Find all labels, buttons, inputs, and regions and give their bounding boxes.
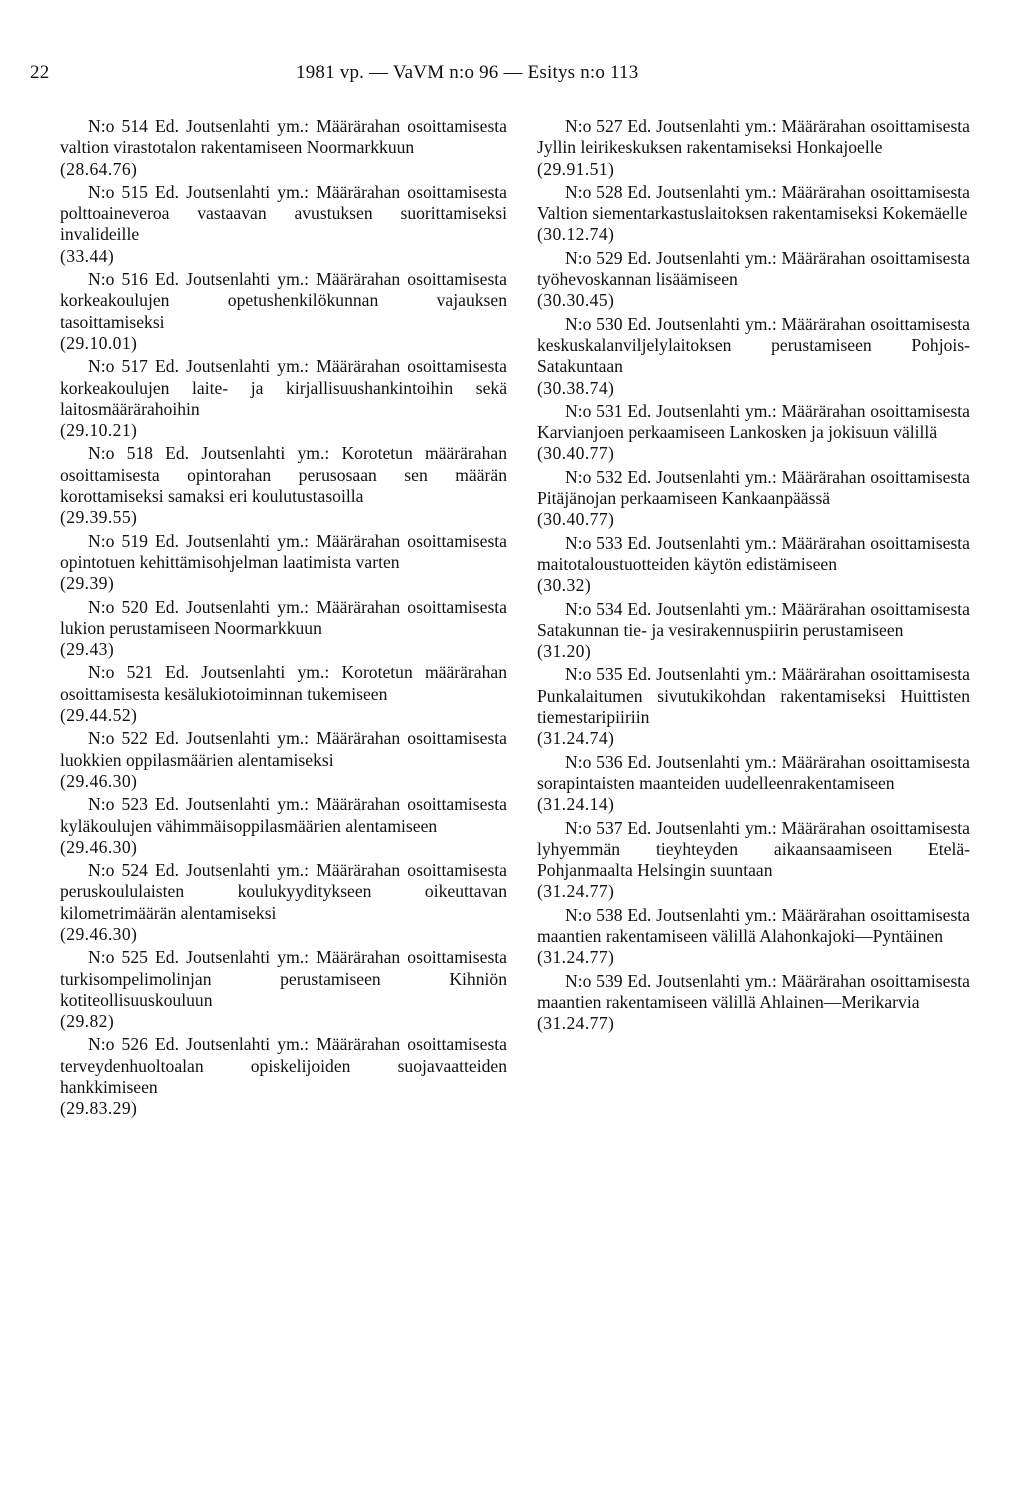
- motion-entry-519: [60, 531, 507, 595]
- motion-entry-535: [537, 664, 970, 749]
- motion-text: N:o 518 Ed. Joutsenlahti ym.: Korotetun määrärahan osoittamisesta opintorahan perusosaan sen määrän korottamiseksi samaksi eri koulutustasoilla: [60, 443, 507, 507]
- budget-code: (30.32): [537, 575, 592, 596]
- budget-code: (30.40.77): [537, 443, 615, 464]
- motion-text: N:o 538 Ed. Joutsenlahti ym.: Määrärahan osoittamisesta maantien rakentamiseen välillä Alahonkajoki—Pyntäinen: [537, 904, 970, 946]
- motion-entry-537: [537, 818, 970, 903]
- motion-text: N:o 528 Ed. Joutsenlahti ym.: Määrärahan osoittamisesta Valtion siementarkastuslaitoksen rakentamiseksi Kokemäelle: [537, 181, 970, 224]
- motion-entry-530: [537, 314, 970, 399]
- budget-code: (30.12.74): [537, 224, 615, 245]
- motion-text: N:o 530 Ed. Joutsenlahti ym.: Määrärahan osoittamisesta keskuskalanviljelylaitoksen perustamiseen Pohjois-Satakuntaan: [537, 313, 970, 377]
- motion-entry-522: [60, 728, 507, 792]
- motion-entry-539: [537, 971, 970, 1035]
- motion-text: N:o 520 Ed. Joutsenlahti ym.: Määrärahan osoittamisesta lukion perustamiseen Noormarkkuun: [60, 596, 507, 638]
- motion-text: N:o 525 Ed. Joutsenlahti ym.: Määrärahan osoittamisesta turkisompelimolinjan perustamiseen Kihniön kotiteollisuuskouluun: [60, 947, 507, 1010]
- page-number: 22: [30, 62, 50, 83]
- budget-code: (31.24.77): [537, 881, 615, 902]
- motion-entry-525: [60, 947, 507, 1032]
- motion-entry-536: [537, 752, 970, 816]
- motion-entry-533: [537, 533, 970, 597]
- motion-text: N:o 523 Ed. Joutsenlahti ym.: Määrärahan osoittamisesta kyläkoulujen vähimmäisoppilasmäärien alentamiseen: [60, 794, 507, 836]
- budget-code: (31.24.77): [537, 1013, 615, 1034]
- motion-text: N:o 517 Ed. Joutsenlahti ym.: Määrärahan osoittamisesta korkeakoulujen laite- ja kirjallisuushankintoihin sekä laitosmäärärahoihin: [60, 356, 507, 419]
- budget-code: (29.39): [60, 573, 115, 594]
- motion-text: N:o 521 Ed. Joutsenlahti ym.: Korotetun määrärahan osoittamisesta kesälukiotoiminnan tukemiseen: [60, 662, 507, 704]
- budget-code: (31.24.14): [537, 794, 615, 815]
- right-column: [537, 116, 970, 1036]
- motion-text: N:o 524 Ed. Joutsenlahti ym.: Määrärahan osoittamisesta peruskoululaisten koulukyyditykseen oikeuttavan kilometrimäärän alentamiseksi: [60, 860, 507, 923]
- motion-text: N:o 529 Ed. Joutsenlahti ym.: Määrärahan osoittamisesta työhevoskannan lisäämiseen: [537, 247, 970, 290]
- budget-code: (29.46.30): [60, 770, 138, 791]
- budget-code: (33.44): [60, 245, 115, 266]
- budget-code: (29.91.51): [537, 158, 615, 179]
- budget-code: (30.30.45): [537, 290, 615, 311]
- motion-text: N:o 516 Ed. Joutsenlahti ym.: Määrärahan osoittamisesta korkeakoulujen opetushenkilökunnan vajauksen tasoittamiseksi: [60, 269, 507, 332]
- motion-entry-523: [60, 794, 507, 858]
- budget-code: (31.20): [537, 641, 592, 662]
- budget-code: (29.46.30): [60, 923, 138, 944]
- budget-code: (31.24.77): [537, 947, 615, 968]
- running-head: 1981 vp. — VaVM n:o 96 — Esitys n:o 113: [296, 62, 639, 83]
- left-column: [60, 116, 507, 1122]
- budget-code: (29.10.21): [60, 420, 138, 441]
- motion-entry-526: [60, 1034, 507, 1119]
- motion-text: N:o 537 Ed. Joutsenlahti ym.: Määrärahan osoittamisesta lyhyemmän tieyhteyden aikaansaamiseen Etelä-Pohjanmaalta Helsingin suuntaan: [537, 817, 970, 881]
- motion-entry-532: [537, 467, 970, 531]
- motion-entry-521: [60, 662, 507, 726]
- motion-text: N:o 526 Ed. Joutsenlahti ym.: Määrärahan osoittamisesta terveydenhuoltoalan opiskelijoiden suojavaatteiden hankkimiseen: [60, 1034, 507, 1098]
- budget-code: (30.40.77): [537, 509, 615, 530]
- motion-text: N:o 531 Ed. Joutsenlahti ym.: Määrärahan osoittamisesta Karvianjoen perkaamiseen Lankosken ja jokisuun välillä: [537, 400, 970, 443]
- budget-code: (29.82): [60, 1011, 115, 1032]
- motion-entry-517: [60, 356, 507, 441]
- motion-entry-528: [537, 182, 970, 246]
- budget-code: (30.38.74): [537, 377, 615, 398]
- motion-entry-515: [60, 182, 507, 267]
- motion-text: N:o 535 Ed. Joutsenlahti ym.: Määrärahan osoittamisesta Punkalaitumen sivutukikohdan rakentamiseksi Huittisten tiemestaripiiriin: [537, 664, 970, 728]
- motion-entry-518: [60, 443, 507, 528]
- page-header: [30, 62, 994, 86]
- motion-text: N:o 534 Ed. Joutsenlahti ym.: Määrärahan osoittamisesta Satakunnan tie- ja vesirakennuspiirin perustamiseen: [537, 598, 970, 640]
- budget-code: (29.43): [60, 639, 115, 660]
- motion-text: N:o 527 Ed. Joutsenlahti ym.: Määrärahan osoittamisesta Jyllin leirikeskuksen rakentamiseksi Honkajoelle: [537, 116, 970, 158]
- motion-text: N:o 539 Ed. Joutsenlahti ym.: Määrärahan osoittamisesta maantien rakentamiseen välillä Ahlainen—Merikarvia: [537, 970, 970, 1012]
- budget-code: (31.24.74): [537, 728, 615, 749]
- budget-code: (29.44.52): [60, 705, 138, 726]
- motion-entry-529: [537, 248, 970, 312]
- budget-code: (29.10.01): [60, 332, 138, 353]
- motion-text: N:o 514 Ed. Joutsenlahti ym.: Määrärahan osoittamisesta valtion virastotalon rakentamiseen Noormarkkuun: [60, 116, 507, 158]
- motion-text: N:o 533 Ed. Joutsenlahti ym.: Määrärahan osoittamisesta maitotaloustuotteiden käytön edistämiseen: [537, 532, 970, 574]
- motion-text: N:o 515 Ed. Joutsenlahti ym.: Määrärahan osoittamisesta polttoaineveroa vastaavan avustuksen suorittamiseksi invalideille: [60, 181, 507, 245]
- motion-text: N:o 522 Ed. Joutsenlahti ym.: Määrärahan osoittamisesta luokkien oppilasmäärien alentamiseksi: [60, 728, 507, 770]
- motion-entry-520: [60, 597, 507, 661]
- motion-entry-516: [60, 269, 507, 354]
- motion-entry-538: [537, 905, 970, 969]
- motion-entry-514: [60, 116, 507, 180]
- motion-entry-531: [537, 401, 970, 465]
- motion-text: N:o 536 Ed. Joutsenlahti ym.: Määrärahan osoittamisesta sorapintaisten maanteiden uudelleenrakentamiseen: [537, 751, 970, 793]
- motion-text: N:o 519 Ed. Joutsenlahti ym.: Määrärahan osoittamisesta opintotuen kehittämisohjelman laatimista varten: [60, 530, 507, 572]
- budget-code: (29.46.30): [60, 836, 138, 857]
- motion-entry-534: [537, 599, 970, 663]
- budget-code: (28.64.76): [60, 158, 138, 179]
- motion-text: N:o 532 Ed. Joutsenlahti ym.: Määrärahan osoittamisesta Pitäjänojan perkaamiseen Kankaanpäässä: [537, 466, 970, 509]
- motion-entry-527: [537, 116, 970, 180]
- budget-code: (29.39.55): [60, 507, 138, 528]
- motion-entry-524: [60, 860, 507, 945]
- budget-code: (29.83.29): [60, 1098, 138, 1119]
